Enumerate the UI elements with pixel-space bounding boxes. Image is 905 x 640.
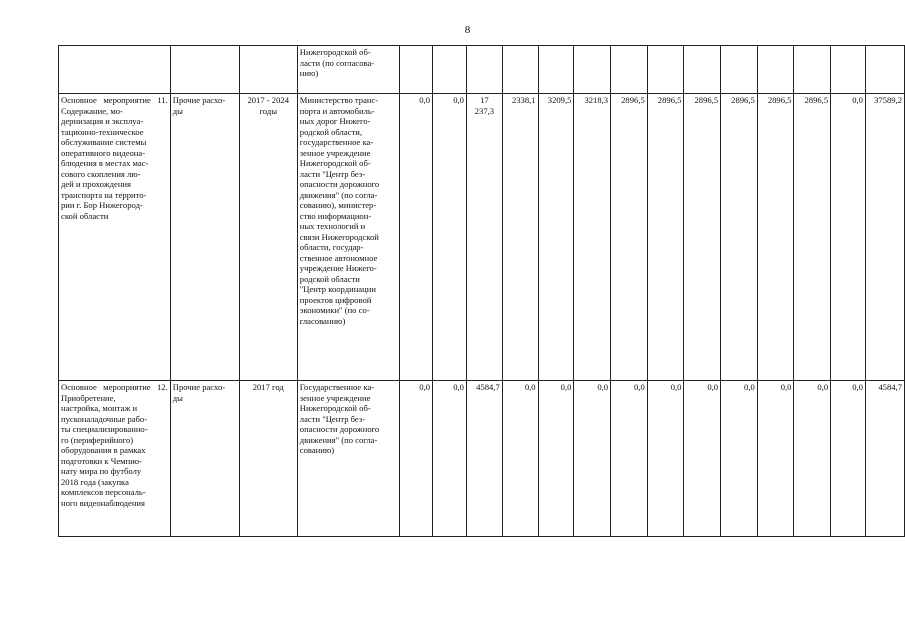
value-cell: 0,0 (399, 381, 432, 537)
value-cell: 2896,5 (647, 94, 684, 381)
value-cell: 0,0 (831, 94, 866, 381)
page-number: 8 (464, 24, 471, 36)
value-cell: 17 237,3 (466, 94, 502, 381)
value-cell (502, 46, 538, 94)
value-cell: 0,0 (721, 381, 758, 537)
value-cell (538, 46, 574, 94)
executor-cell: Нижегородской об- ласти (по согласова- нию) (297, 46, 399, 94)
value-cell: 2338,1 (502, 94, 538, 381)
value-cell: 0,0 (502, 381, 538, 537)
value-cell: 0,0 (399, 94, 432, 381)
value-cell: 0,0 (831, 381, 866, 537)
value-cell (611, 46, 648, 94)
value-cell: 4584,7 (466, 381, 502, 537)
table-row (59, 381, 905, 537)
value-cell (794, 46, 831, 94)
value-cell: 2896,5 (611, 94, 648, 381)
value-cell (647, 46, 684, 94)
value-cell: 0,0 (757, 381, 794, 537)
value-cell (684, 46, 721, 94)
expense-type-cell (170, 46, 239, 94)
table-row (59, 94, 905, 381)
period-cell: 2017 год (239, 381, 297, 537)
value-cell (757, 46, 794, 94)
value-cell: 3218,3 (574, 94, 611, 381)
value-cell (721, 46, 758, 94)
value-cell: 2896,5 (794, 94, 831, 381)
value-cell (399, 46, 432, 94)
value-cell: 0,0 (538, 381, 574, 537)
table-row (59, 46, 905, 94)
value-cell: 4584,7 (865, 381, 904, 537)
executor-cell: Министерство транс- порта и автомобиль- ных дорог Нижего- родской области, государственное ка- зенное учреждение Нижегородской об- ласти "Центр без- опасности дорожного движения" (по согла- сованию), министер- ство информацион- ных технологий и связи Нижегородской области, государ- ственное автономное учреждение Нижего- родской области "Центр координации проектов цифровой экономики" (по со- гласованию) (297, 94, 399, 381)
event-name-cell: Основное мероприятие 11. Содержание, мо- дернизация и эксплуа- тационно-техническое обслуживание системы оперативного видеона- блюдения в местах мас- сового скопления лю- дей и прохождения транспорта на террито- рии г. Бор Нижегород- ской области (59, 94, 171, 381)
value-cell (831, 46, 866, 94)
value-cell (574, 46, 611, 94)
value-cell: 3209,5 (538, 94, 574, 381)
value-cell: 37589,2 (865, 94, 904, 381)
expense-type-cell: Прочие расхо- ды (170, 94, 239, 381)
period-cell: 2017 - 2024 годы (239, 94, 297, 381)
value-cell: 2896,5 (721, 94, 758, 381)
period-cell (239, 46, 297, 94)
value-cell: 0,0 (611, 381, 648, 537)
value-cell: 0,0 (433, 94, 467, 381)
value-cell: 2896,5 (757, 94, 794, 381)
value-cell (865, 46, 904, 94)
value-cell: 0,0 (574, 381, 611, 537)
value-cell: 0,0 (433, 381, 467, 537)
value-cell: 0,0 (647, 381, 684, 537)
value-cell (433, 46, 467, 94)
event-name-cell (59, 46, 171, 94)
event-name-cell: Основное мероприятие 12. Приобретение, настройка, монтаж и пусконаладочные рабо- ты специализированно- го (периферийного) оборудования в рамках подготовки к Чемпио- нату мира по футболу 2018 года (закупка комплексов персональ- ного видеонаблюдения (59, 381, 171, 537)
value-cell: 0,0 (684, 381, 721, 537)
executor-cell: Государственное ка- зенное учреждение Нижегородской об- ласти "Центр без- опасности дорожного движения" (по согла- сованию) (297, 381, 399, 537)
expense-type-cell: Прочие расхо- ды (170, 381, 239, 537)
value-cell: 0,0 (794, 381, 831, 537)
program-table (58, 45, 905, 537)
value-cell (466, 46, 502, 94)
value-cell: 2896,5 (684, 94, 721, 381)
